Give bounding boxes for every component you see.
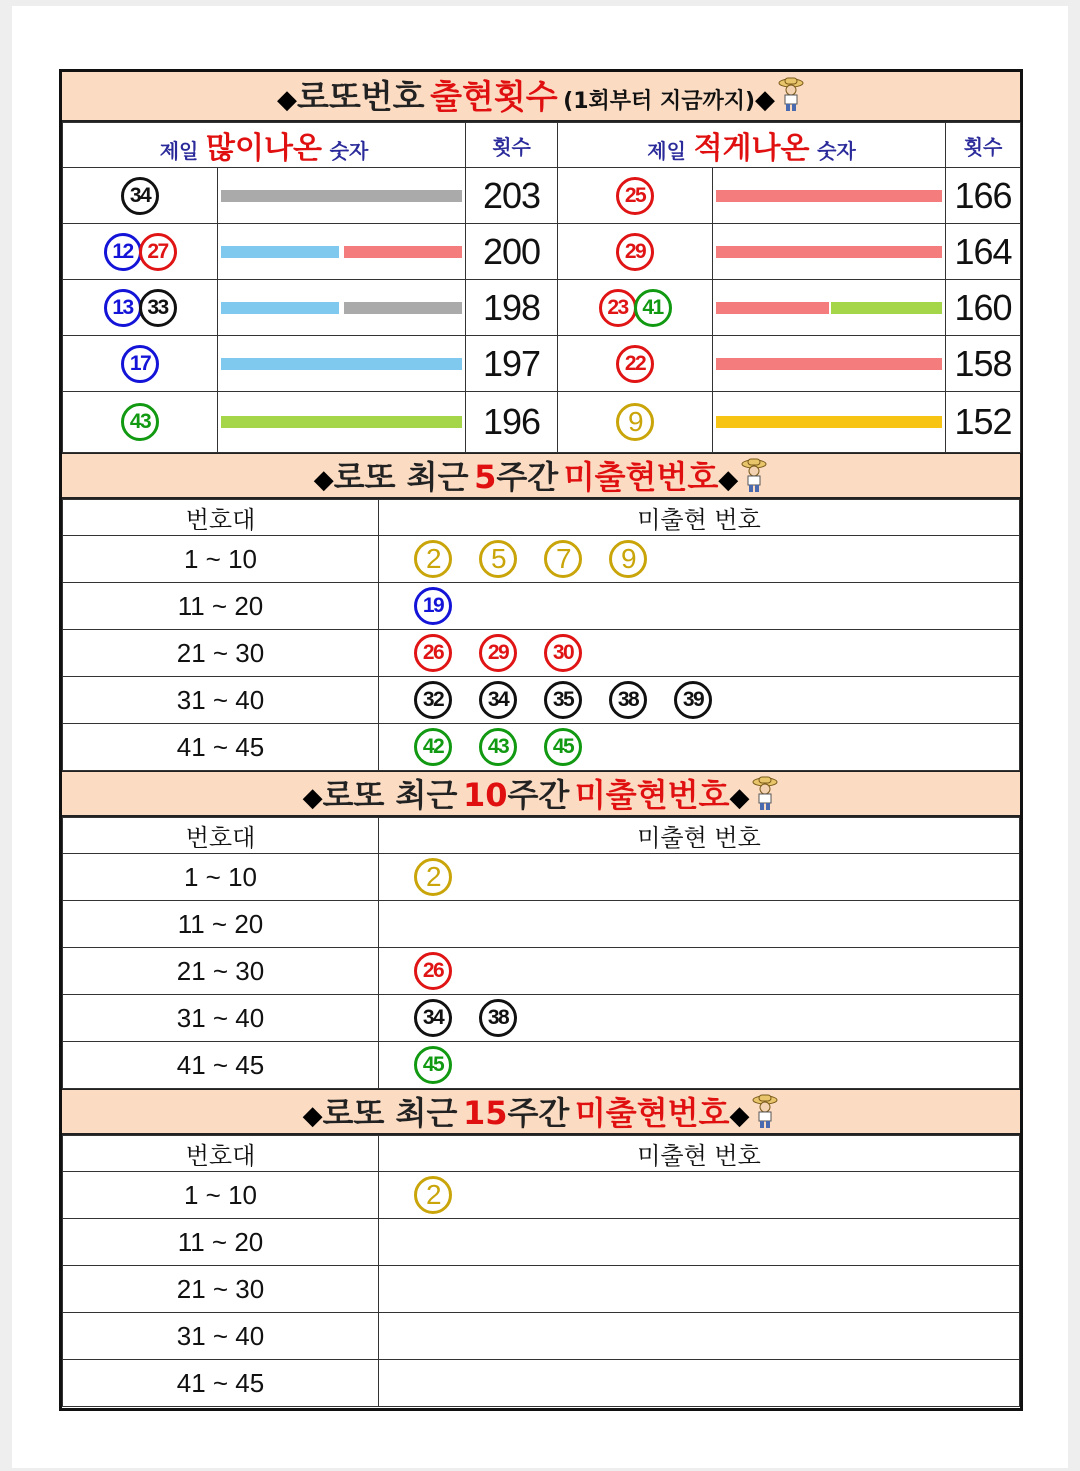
farmer-character-icon — [777, 76, 805, 132]
count-header-left: 횟수 — [466, 123, 558, 168]
table-row — [63, 1360, 1020, 1407]
table-row — [63, 1313, 1020, 1360]
least-ball-cell — [558, 168, 713, 224]
lotto-ball: 29 — [479, 634, 517, 672]
table-row — [63, 1172, 1020, 1219]
section-title-mid: 주간 — [507, 776, 570, 814]
range-cell: 1 ~ 10 — [63, 1172, 379, 1219]
frequency-bar — [221, 416, 462, 428]
bar-cell — [713, 168, 946, 224]
range-cell: 11 ~ 20 — [63, 901, 379, 948]
frequency-row — [63, 392, 1021, 453]
frequency-title-prefix: 로또번호 — [296, 77, 425, 116]
diamond-icon: ◆ — [729, 1101, 750, 1131]
lotto-ball: 38 — [479, 999, 517, 1037]
lotto-ball: 17 — [121, 345, 159, 383]
lotto-ball: 33 — [139, 289, 177, 327]
table-row — [63, 1042, 1020, 1089]
table-row — [63, 854, 1020, 901]
most-ball-cell — [63, 168, 218, 224]
numbers-column-header: 미출현 번호 — [379, 500, 1020, 536]
least-count: 166 — [946, 168, 1021, 224]
frequency-bar — [716, 246, 942, 258]
lotto-ball: 9 — [616, 403, 654, 441]
section-title-number: 5 — [474, 458, 497, 496]
numbers-cell — [379, 583, 1020, 630]
numbers-cell — [379, 854, 1020, 901]
section-title-red: 미출현번호 — [574, 776, 730, 814]
most-frequent-header — [63, 123, 466, 168]
range-cell: 31 ~ 40 — [63, 677, 379, 724]
bar-cell — [218, 392, 466, 453]
missing-numbers-table — [62, 1135, 1020, 1407]
numbers-cell — [379, 901, 1020, 948]
most-header-pre: 제일 — [159, 139, 199, 163]
section-title-bar — [62, 771, 1020, 817]
bar-cell — [218, 224, 466, 280]
lotto-ball: 26 — [414, 952, 452, 990]
bar-cell — [218, 168, 466, 224]
diamond-icon: ◆ — [302, 783, 323, 813]
most-count: 197 — [466, 336, 558, 392]
frequency-bar — [221, 302, 339, 314]
missing-numbers-table — [62, 499, 1020, 771]
frequency-title-red: 출현횟수 — [430, 77, 558, 116]
frequency-row — [63, 280, 1021, 336]
diamond-icon: ◆ — [755, 85, 776, 115]
frequency-bar — [344, 302, 462, 314]
numbers-column-header: 미출현 번호 — [379, 818, 1020, 854]
frequency-bar — [221, 358, 462, 370]
lotto-ball: 43 — [479, 728, 517, 766]
frequency-bar — [344, 246, 462, 258]
least-count: 160 — [946, 280, 1021, 336]
most-ball-cell — [63, 224, 218, 280]
frequency-row — [63, 336, 1021, 392]
bar-cell — [713, 392, 946, 453]
numbers-cell — [379, 1042, 1020, 1089]
bar-cell — [218, 336, 466, 392]
lotto-ball: 38 — [609, 681, 647, 719]
farmer-character-icon — [740, 457, 768, 511]
missing-numbers-table — [62, 817, 1020, 1089]
numbers-cell — [379, 995, 1020, 1042]
most-ball-cell — [63, 280, 218, 336]
farmer-character-icon — [751, 1093, 779, 1147]
lotto-ball: 34 — [121, 177, 159, 215]
numbers-cell — [379, 630, 1020, 677]
table-row — [63, 901, 1020, 948]
lotto-ball: 7 — [544, 540, 582, 578]
lotto-ball: 25 — [616, 177, 654, 215]
frequency-bar — [221, 246, 339, 258]
diamond-icon: ◆ — [302, 1101, 323, 1131]
least-ball-cell — [558, 392, 713, 453]
table-row — [63, 724, 1020, 771]
most-count: 196 — [466, 392, 558, 453]
numbers-cell — [379, 677, 1020, 724]
least-count: 164 — [946, 224, 1021, 280]
bar-cell — [713, 280, 946, 336]
bar-cell — [713, 336, 946, 392]
bar-cell — [218, 280, 466, 336]
lotto-ball: 29 — [616, 233, 654, 271]
diamond-icon: ◆ — [718, 465, 739, 495]
section-title-number: 10 — [462, 776, 508, 814]
section-title-red: 미출현번호 — [563, 458, 719, 496]
range-column-header: 번호대 — [63, 818, 379, 854]
range-cell: 1 ~ 10 — [63, 536, 379, 583]
section-title-prefix: 로또 최근 — [333, 458, 469, 496]
numbers-cell — [379, 536, 1020, 583]
table-row — [63, 1266, 1020, 1313]
least-ball-cell — [558, 336, 713, 392]
section-title-prefix: 로또 최근 — [322, 1094, 458, 1132]
lotto-ball: 23 — [599, 289, 637, 327]
most-count: 203 — [466, 168, 558, 224]
frequency-row — [63, 224, 1021, 280]
section-title-bar — [62, 453, 1020, 499]
numbers-cell — [379, 1313, 1020, 1360]
table-row — [63, 630, 1020, 677]
section-title-bar — [62, 1089, 1020, 1135]
frequency-bar — [716, 416, 942, 428]
range-column-header: 번호대 — [63, 1136, 379, 1172]
least-header-pre: 제일 — [647, 139, 686, 163]
most-header-post: 숫자 — [329, 139, 369, 163]
lotto-statistics-sheet — [59, 69, 1023, 1411]
range-column-header: 번호대 — [63, 500, 379, 536]
lotto-ball: 30 — [544, 634, 582, 672]
lotto-ball: 26 — [414, 634, 452, 672]
most-ball-cell — [63, 336, 218, 392]
lotto-ball: 2 — [414, 858, 452, 896]
table-row — [63, 536, 1020, 583]
least-header-post: 숫자 — [817, 139, 856, 163]
table-row — [63, 583, 1020, 630]
lotto-ball: 32 — [414, 681, 452, 719]
numbers-cell — [379, 1360, 1020, 1407]
section-title-number: 15 — [462, 1094, 508, 1132]
least-count: 152 — [946, 392, 1021, 453]
lotto-ball: 22 — [616, 345, 654, 383]
lotto-ball: 2 — [414, 540, 452, 578]
numbers-cell — [379, 1172, 1020, 1219]
section-title-mid: 주간 — [507, 1094, 570, 1132]
section-title-red: 미출현번호 — [574, 1094, 730, 1132]
table-row — [63, 677, 1020, 724]
numbers-column-header: 미출현 번호 — [379, 1136, 1020, 1172]
lotto-ball: 34 — [414, 999, 452, 1037]
least-count: 158 — [946, 336, 1021, 392]
range-cell: 21 ~ 30 — [63, 948, 379, 995]
section-title-mid: 주간 — [496, 458, 559, 496]
least-ball-cell — [558, 224, 713, 280]
range-cell: 41 ~ 45 — [63, 1360, 379, 1407]
frequency-title-suffix: (1회부터 지금까지) — [563, 89, 756, 114]
range-cell: 21 ~ 30 — [63, 1266, 379, 1313]
lotto-ball: 2 — [414, 1176, 452, 1214]
least-header-red: 적게나온 — [693, 131, 810, 166]
lotto-ball: 13 — [104, 289, 142, 327]
frequency-bar — [831, 302, 942, 314]
bar-cell — [713, 224, 946, 280]
lotto-ball: 27 — [139, 233, 177, 271]
lotto-ball: 12 — [104, 233, 142, 271]
numbers-cell — [379, 1219, 1020, 1266]
diamond-icon: ◆ — [313, 465, 334, 495]
range-cell: 41 ~ 45 — [63, 1042, 379, 1089]
numbers-cell — [379, 1266, 1020, 1313]
diamond-icon: ◆ — [276, 85, 297, 115]
table-row — [63, 995, 1020, 1042]
most-count: 198 — [466, 280, 558, 336]
lotto-ball: 5 — [479, 540, 517, 578]
diamond-icon: ◆ — [729, 783, 750, 813]
frequency-bar — [716, 302, 829, 314]
most-header-red: 많이나온 — [206, 131, 322, 166]
numbers-cell — [379, 948, 1020, 995]
range-cell: 41 ~ 45 — [63, 724, 379, 771]
farmer-character-icon — [751, 775, 779, 829]
lotto-ball: 45 — [414, 1046, 452, 1084]
range-cell: 1 ~ 10 — [63, 854, 379, 901]
most-count: 200 — [466, 224, 558, 280]
most-ball-cell — [63, 392, 218, 453]
lotto-ball: 42 — [414, 728, 452, 766]
lotto-ball: 19 — [414, 587, 452, 625]
lotto-ball: 9 — [609, 540, 647, 578]
range-cell: 31 ~ 40 — [63, 1313, 379, 1360]
range-cell: 11 ~ 20 — [63, 1219, 379, 1266]
lotto-ball: 39 — [674, 681, 712, 719]
least-frequent-header — [558, 123, 946, 168]
frequency-bar — [221, 190, 462, 202]
table-row — [63, 1219, 1020, 1266]
range-cell: 21 ~ 30 — [63, 630, 379, 677]
lotto-ball: 43 — [121, 403, 159, 441]
lotto-ball: 41 — [634, 289, 672, 327]
frequency-table — [62, 122, 1021, 453]
frequency-bar — [716, 190, 942, 202]
table-row — [63, 948, 1020, 995]
range-cell: 31 ~ 40 — [63, 995, 379, 1042]
range-cell: 11 ~ 20 — [63, 583, 379, 630]
lotto-ball: 35 — [544, 681, 582, 719]
lotto-ball: 45 — [544, 728, 582, 766]
numbers-cell — [379, 724, 1020, 771]
count-header-right: 횟수 — [946, 123, 1021, 168]
frequency-title-bar — [62, 72, 1020, 122]
least-ball-cell — [558, 280, 713, 336]
section-title-prefix: 로또 최근 — [322, 776, 458, 814]
lotto-ball: 34 — [479, 681, 517, 719]
frequency-row — [63, 168, 1021, 224]
frequency-bar — [716, 358, 942, 370]
